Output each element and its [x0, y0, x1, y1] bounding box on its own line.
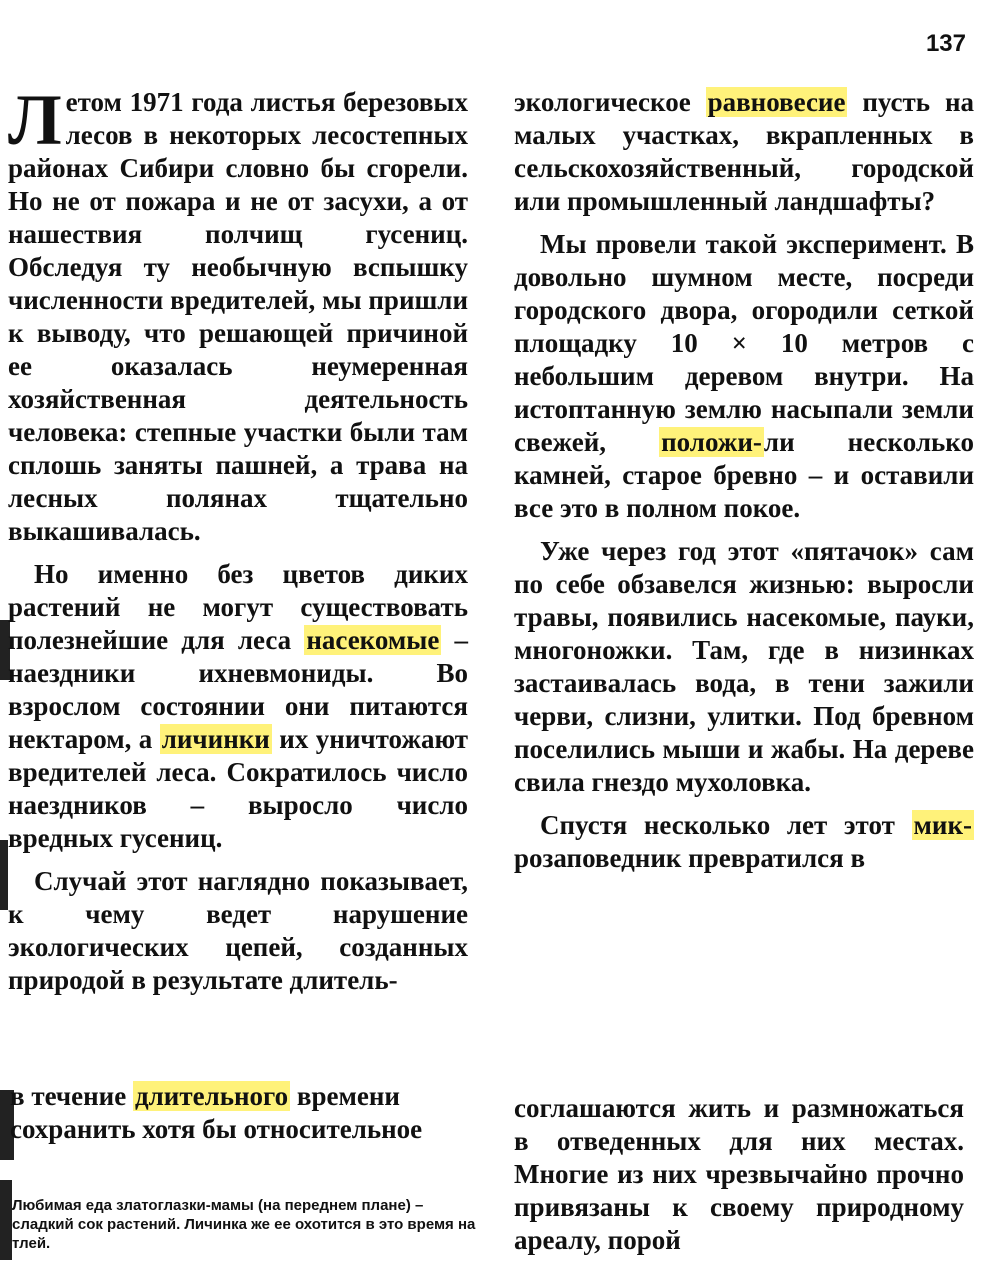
text-line [10, 1080, 470, 1113]
paragraph [514, 535, 974, 799]
left-column-clip [0, 80, 480, 995]
paragraph-text: пусть на малых участках, вкрапленных в сельскохозяйственный, городской или промышленный ландшафты? [514, 87, 975, 216]
right-column [514, 86, 974, 885]
highlighted-word: длительного [134, 1081, 289, 1111]
paragraph [514, 86, 974, 218]
scan-edge-mark [0, 1180, 12, 1260]
paragraph-text: ли несколько камней, старое бревно – и оставили все это в полном покое. [514, 427, 974, 523]
paragraph-text: времени [290, 1081, 400, 1111]
paragraph-text: етом 1971 года листья березовых лесов в некоторых лесостепных районах Сибири словно бы сгорели. Но не от пожара и не от засухи, а от нашествия полчищ гусениц. Обследуя ту необычную вспышку численности вредителей, мы пришли к выводу, что решающей причиной ее оказалась неумеренная хозяйственная деятельность человека: степные участки были там сплошь заняты пашней, а трава на лесных полянах тщательно выкашивалась. [8, 87, 468, 546]
drop-cap: Л [8, 80, 62, 160]
highlighted-word: мик- [913, 810, 972, 840]
paragraph [8, 558, 468, 855]
paragraph-text: Спустя несколько лет этот [540, 810, 912, 840]
paragraph-text: экологическое [514, 87, 706, 117]
highlighted-word: личинки [161, 724, 270, 754]
text-line: сохранить хотя бы относительное [10, 1114, 423, 1144]
paragraph-text: соглашаются жить и размножаться в отведенных для них местах. Многие из них чрезвычайно прочно привязаны к своему природному ареалу, порой [514, 1093, 964, 1255]
lower-right-fragment [514, 1092, 964, 1257]
figure-caption: Любимая еда златоглазки-мамы (на переднем плане) – сладкий сок растений. Личинка же ее охотится в это время на тлей. [12, 1197, 476, 1252]
highlighted-word: положи- [661, 427, 762, 457]
paragraph-text: их уничтожают вредителей леса. Сократилось число наездников – выросло число вредных гусениц. [8, 724, 468, 853]
paragraph [514, 228, 974, 525]
paragraph-text: Но именно без цветов диких растений не могут существовать полезнейшие для леса [8, 559, 468, 655]
left-column [8, 80, 468, 1007]
highlighted-word: равновесие [707, 87, 846, 117]
lower-left-fragment [10, 1080, 470, 1146]
paragraph-text: в течение [10, 1081, 133, 1111]
paragraph [8, 865, 468, 997]
page-number: 137 [925, 30, 966, 57]
paragraph-text: Мы провели такой эксперимент. В довольно шумном месте, посреди городского двора, огородили сеткой площадку 10 × 10 метров с небольшим деревом внутри. На истоптанную землю насыпали земли свежей, [514, 229, 974, 457]
right-column-clip [505, 86, 975, 972]
highlighted-word: насекомые [306, 625, 440, 655]
paragraph-text: Уже через год этот «пятачок» сам по себе обзавелся жизнью: выросли травы, появились насекомые, пауки, многоножки. Там, где в низинках застаивалась вода, в тени зажили черви, слизни, улитки. Под бревном поселились мыши и жабы. На дереве свила гнездо мухоловка. [514, 536, 974, 797]
paragraph [8, 80, 468, 548]
paragraph [514, 809, 974, 875]
paragraph-text: – наездники ихневмониды. Во взрослом состоянии они питаются нектаром, а [8, 625, 468, 754]
paragraph-text: розаповедник превратился в [514, 843, 866, 873]
paragraph-text: Случай этот наглядно показывает, к чему ведет нарушение экологических цепей, созданных природой в результате длитель- [8, 866, 468, 995]
